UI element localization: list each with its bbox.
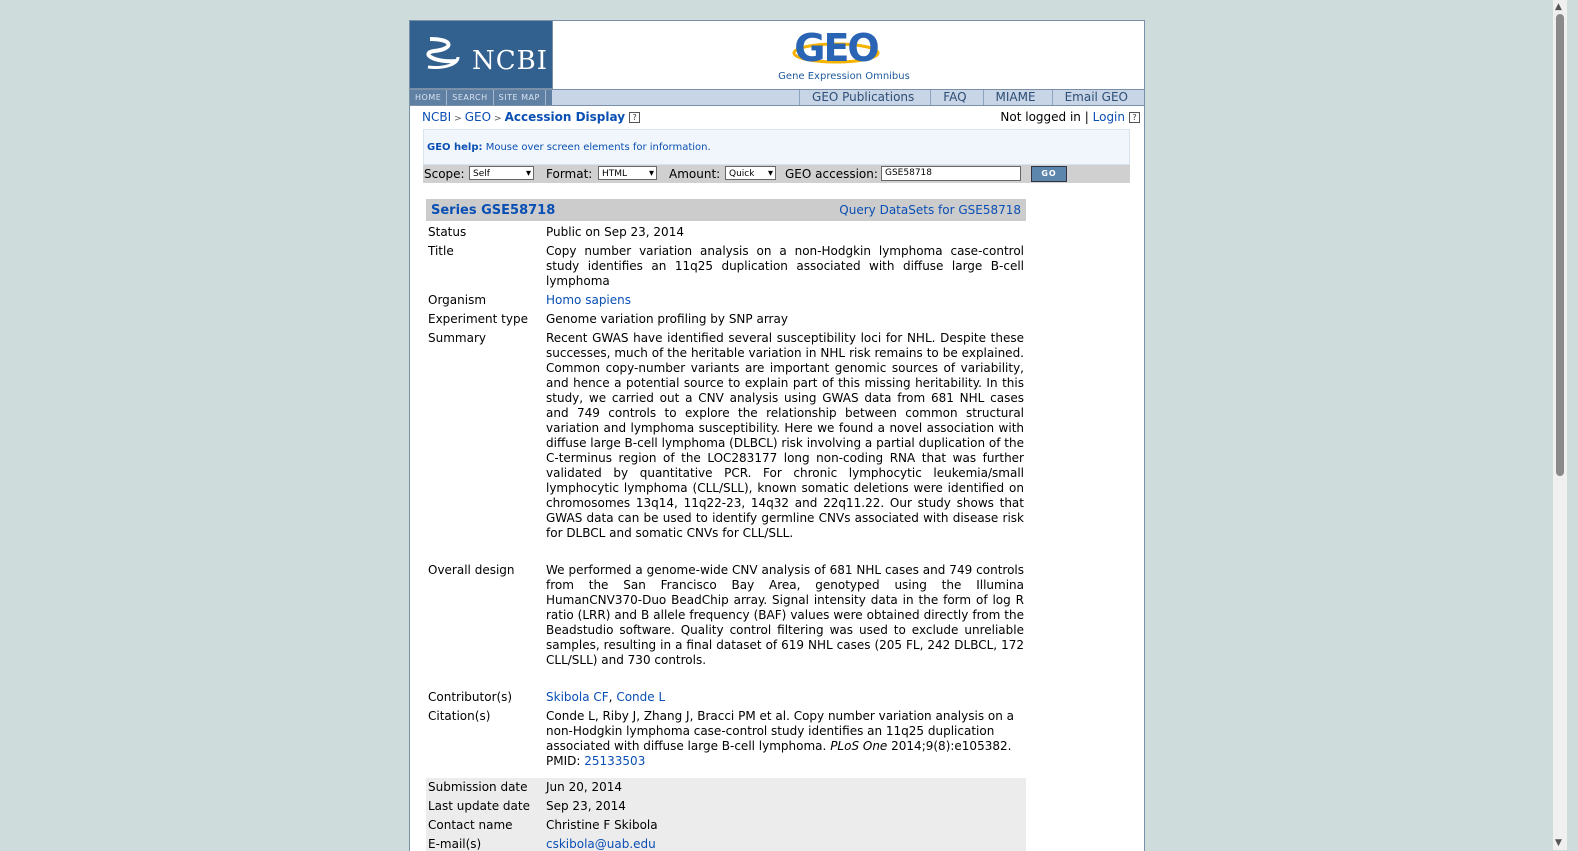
amount-select[interactable]: Quick ▾ [725,166,776,180]
email-row [426,835,1026,851]
update-value: Sep 23, 2014 [546,799,626,813]
nav-site-map[interactable]: SITE MAP [494,90,546,105]
login-link[interactable]: Login [1092,110,1125,124]
help-icon[interactable]: ? [629,112,640,123]
summary-row [426,331,1026,551]
contributors-row [426,690,1026,708]
organism-link[interactable]: Homo sapiens [546,293,632,307]
nav-faq[interactable]: FAQ [930,90,982,105]
accession-input[interactable]: GSE58718 [881,166,1021,181]
nav-miame[interactable]: MIAME [983,90,1052,105]
organism-key: Organism [428,293,487,307]
citation-value [546,709,1024,769]
breadcrumb [422,110,640,124]
summary-key: Summary [428,331,486,345]
update-row [426,797,1026,816]
nav-search[interactable]: SEARCH [447,90,493,105]
query-datasets-link[interactable]: Query DataSets for GSE58718 [839,203,1021,217]
contributor-link[interactable]: Conde L [616,690,666,704]
citation-key: Citation(s) [428,709,491,723]
help-text: Mouse over screen elements for information. [485,142,711,153]
status-key: Status [428,225,467,239]
ncbi-nav [410,90,552,105]
help-box [423,129,1130,165]
geo-nav [799,90,1144,105]
login-help-icon[interactable]: ? [1129,112,1140,123]
exptype-row [426,312,1026,330]
ncbi-helix-icon [424,33,464,73]
series-title: Series GSE58718 [431,203,556,218]
organism-row [426,293,1026,311]
exptype-value: Genome variation profiling by SNP array [546,312,788,326]
pmid-link[interactable]: 25133503 [584,754,646,768]
geo-page [409,20,1145,851]
format-label: Format: [546,167,593,181]
geo-logo[interactable] [791,27,881,69]
citation-ref: 2014;9(8):e105382. [891,739,1012,753]
help-label: GEO help: [427,142,483,153]
geo-subtitle: Gene Expression Omnibus [778,71,910,82]
scroll-up-icon[interactable]: ▲ [1555,2,1562,12]
login-divider: | [1084,110,1089,124]
contact-value: Christine F Skibola [546,818,658,832]
citation-journal: PLoS One [830,739,888,753]
email-link[interactable]: cskibola@uab.edu [546,837,656,851]
contributors-value [546,690,1024,705]
title-row [426,244,1026,291]
contributor-separator: , [608,690,613,704]
title-key: Title [428,244,454,258]
accession-form [423,165,1130,183]
update-key: Last update date [428,799,530,813]
ncbi-logo-text: NCBI [472,46,549,76]
breadcrumb-current: Accession Display [504,110,626,124]
design-row [426,563,1026,673]
design-value: We performed a genome-wide CNV analysis of 681 NHL cases and 749 controls from the San Francisco Bay Area, genotyped using the Illumina HumanCNV370-Duo BeadChip array. Signal intensity data in the form of log R ratio (LRR) and B allele frequency (BAF) values were obtained directly from the Beadstudio software. Quality control filtering was used to exclude unreliable samples, resulting in a final dataset of 619 NHL cases (205 FL, 242 DLBCL, 172 CLL/SLL) and 730 controls. [546,563,1024,667]
submission-row [426,778,1026,797]
email-key: E-mail(s) [428,837,482,851]
nav-email-geo[interactable]: Email GEO [1052,90,1144,105]
nav-geo-publications[interactable]: GEO Publications [799,90,930,105]
ncbi-logo[interactable] [410,21,553,89]
geo-logo-text: GEO [794,27,878,69]
series-header [426,199,1026,221]
accession-label: GEO accession: [785,167,878,181]
contributors-key: Contributor(s) [428,690,513,704]
submission-value: Jun 20, 2014 [546,780,623,794]
scope-label: Scope: [424,167,465,181]
citation-text: Conde L, Riby J, Zhang J, Bracci PM et al. Copy number variation analysis on a non-Hodgkin lymphoma case-control study identifies an 11q25 duplication associated with diffuse large B-cell lymphoma. [546,709,1014,753]
nav-home[interactable]: HOME [410,90,447,105]
breadcrumb-ncbi[interactable]: NCBI [422,110,452,124]
scroll-down-icon[interactable]: ▼ [1555,838,1562,848]
geo-header [553,21,1144,88]
contact-key: Contact name [428,818,513,832]
exptype-key: Experiment type [428,312,528,326]
pmid-label: PMID: [546,754,581,768]
scrollbar-thumb[interactable] [1556,14,1564,476]
submission-key: Submission date [428,780,528,794]
login-status: Not logged in [1000,110,1081,124]
format-select[interactable]: HTML ▾ [598,166,657,180]
breadcrumb-separator: > [454,114,462,124]
amount-label: Amount: [669,167,721,181]
nav-bar [410,89,1144,106]
title-value: Copy number variation analysis on a non-Hodgkin lymphoma case-control study identifies an 11q25 duplication associated with diffuse large B-cell lymphoma [546,244,1024,288]
breadcrumb-geo[interactable]: GEO [464,110,492,124]
contributor-link[interactable]: Skibola CF [546,690,609,704]
status-value: Public on Sep 23, 2014 [546,225,684,239]
status-row [426,225,1026,243]
contact-row [426,816,1026,835]
go-button[interactable]: GO [1031,166,1067,182]
page-scrollbar[interactable] [1553,0,1567,850]
breadcrumb-separator: > [494,114,502,124]
login-area [1000,110,1140,124]
summary-value: Recent GWAS have identified several susceptibility loci for NHL. Despite these successes, much of the heritable variation in NHL risk remains to be explained. Common copy-number variants are important genomic sources of variability, and hence a potential source to explain part of this missing heritability. In this study, we carried out a CNV analysis using GWAS data from 681 NHL cases and 749 controls to explore the relationship between common structural variation and lymphoma susceptibility. Here we found a novel association with diffuse large B-cell lymphoma (DLBCL) risk involving a partial duplication of the C-terminus region of the LOC283177 long non-coding RNA that was further validated by quantitative PCR. For chronic lymphocytic leukemia/small lymphocytic lymphoma (CLL/SLL), known somatic deletions were identified on chromosomes 13q14, 11q22-23, 14q32 and 22q11.22. Our study shows that GWAS data can be used to identify germline CNVs associated with disease risk for DLBCL and somatic CNVs for CLL/SLL. [546,331,1024,540]
design-key: Overall design [428,563,515,577]
citation-row [426,709,1026,771]
scope-select[interactable]: Self ▾ [469,166,534,180]
